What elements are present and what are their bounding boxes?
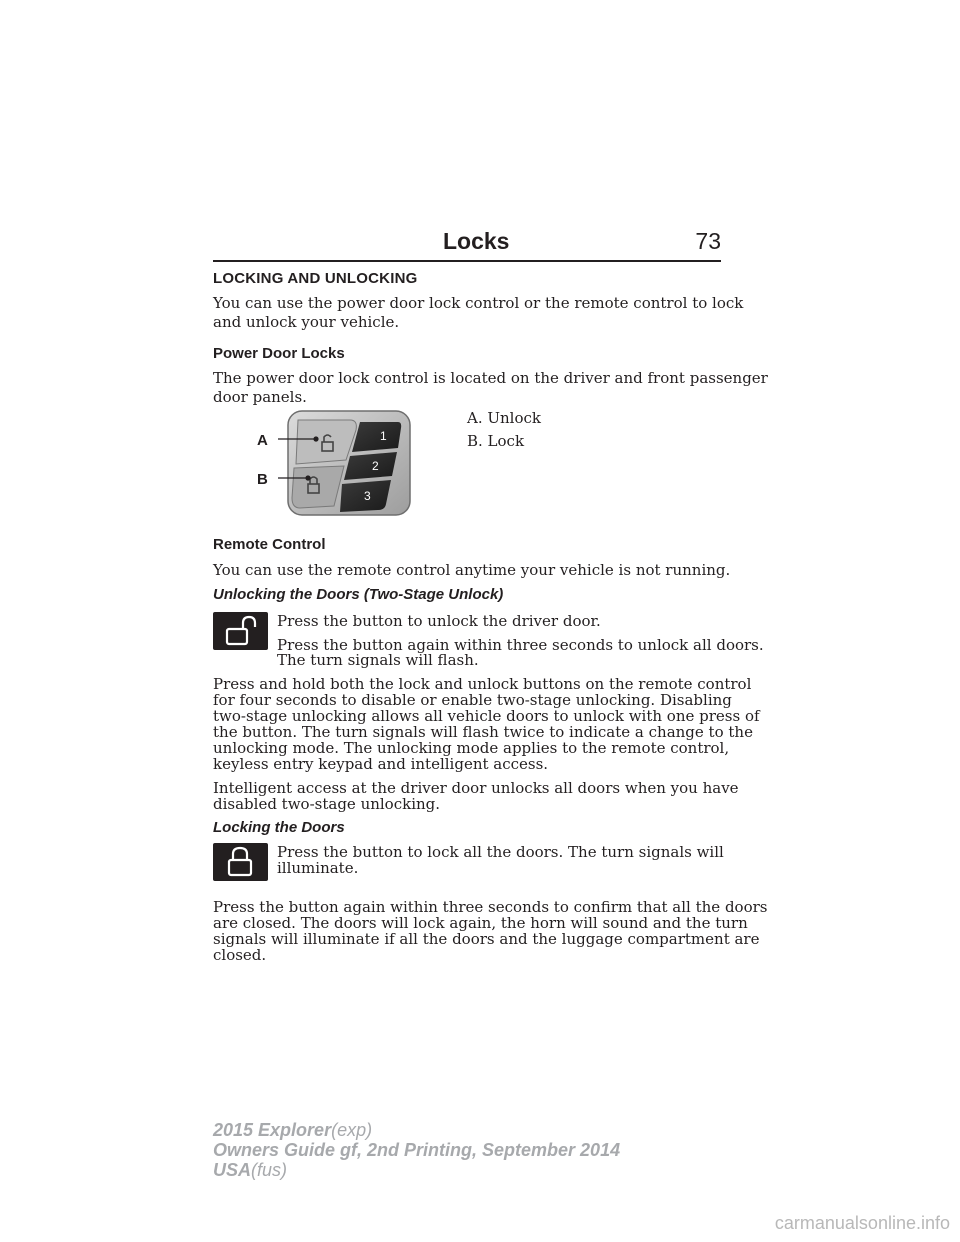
lock-p1-line-1: Press the button to lock all the doors. The turn signals will [277, 843, 724, 861]
page-number: 73 [695, 228, 721, 254]
lock-p2-line-1: Press the button again within three seconds to confirm that all the doors [213, 898, 768, 916]
callout-b: B [257, 471, 268, 488]
callout-dot-a [313, 436, 318, 441]
section-heading: LOCKING AND UNLOCKING [213, 270, 418, 287]
unlock-icon [213, 612, 268, 650]
footer-market-line [213, 1160, 620, 1180]
footer-model-line [213, 1120, 620, 1140]
footer-market-code: (fus) [251, 1160, 288, 1180]
watermark: carmanualsonline.info [774, 1213, 950, 1233]
lock-p1-line-2: illuminate. [277, 859, 359, 877]
memory-button-2 [344, 452, 397, 480]
footer-guide: Owners Guide gf, 2nd Printing, September 2014 [213, 1140, 621, 1160]
memory-button-1 [352, 422, 401, 452]
page-header [213, 228, 721, 262]
chapter-title: Locks [443, 228, 510, 254]
button-2-label: 2 [372, 459, 379, 473]
lock-p2-line-4: closed. [213, 946, 267, 964]
remote-control-text: You can use the remote control anytime your vehicle is not running. [213, 561, 731, 579]
unlock-p3-line-1: Press and hold both the lock and unlock buttons on the remote control [213, 675, 752, 693]
power-door-locks-heading: Power Door Locks [213, 345, 345, 362]
locking-heading: Locking the Doors [213, 819, 345, 836]
button-1-label: 1 [380, 429, 387, 443]
remote-control-heading: Remote Control [213, 536, 326, 553]
unlock-p3-line-4: the button. The turn signals will flash twice to indicate a change to the [213, 723, 753, 741]
button-3-label: 3 [364, 489, 371, 503]
unlock-p3-line-5: unlocking mode. The unlocking mode applies to the remote control, [213, 739, 730, 757]
unlock-p3-line-3: two-stage unlocking allows all vehicle doors to unlock with one press of [213, 707, 760, 725]
intro-line-2: and unlock your vehicle. [213, 313, 400, 331]
callout-dot-b [305, 475, 310, 480]
unlock-p1: Press the button to unlock the driver door. [277, 612, 601, 630]
lock-p2-line-2: are closed. The doors will lock again, the horn will sound and the turn [213, 914, 748, 932]
intro-line-1: You can use the power door lock control or the remote control to lock [213, 294, 744, 312]
unlock-p2-line-2: The turn signals will flash. [277, 651, 479, 669]
power-door-locks-text-2: door panels. [213, 388, 307, 406]
unlock-p4-line-1: Intelligent access at the driver door unlocks all doors when you have [213, 779, 739, 797]
lock-icon [213, 843, 268, 881]
unlock-p3-line-6: keyless entry keypad and intelligent access. [213, 755, 549, 773]
power-door-locks-text-1: The power door lock control is located on the driver and front passenger [213, 369, 768, 387]
door-lock-switch-figure [250, 408, 420, 518]
label-unlock: A. Unlock [467, 409, 541, 427]
unlock-p2-line-1: Press the button again within three seconds to unlock all doors. [277, 636, 764, 654]
footer [213, 1120, 620, 1180]
label-lock: B. Lock [467, 432, 525, 450]
footer-model-code: (exp) [331, 1120, 373, 1140]
unlock-p4-line-2: disabled two-stage unlocking. [213, 795, 441, 813]
lock-p2-line-3: signals will illuminate if all the doors and the luggage compartment are [213, 930, 760, 948]
unlocking-heading: Unlocking the Doors (Two-Stage Unlock) [213, 586, 504, 603]
callout-a: A [257, 432, 268, 449]
unlock-p3-line-2: for four seconds to disable or enable two-stage unlocking. Disabling [213, 691, 732, 709]
footer-market: USA [213, 1160, 252, 1180]
footer-model: 2015 Explorer [213, 1120, 332, 1140]
